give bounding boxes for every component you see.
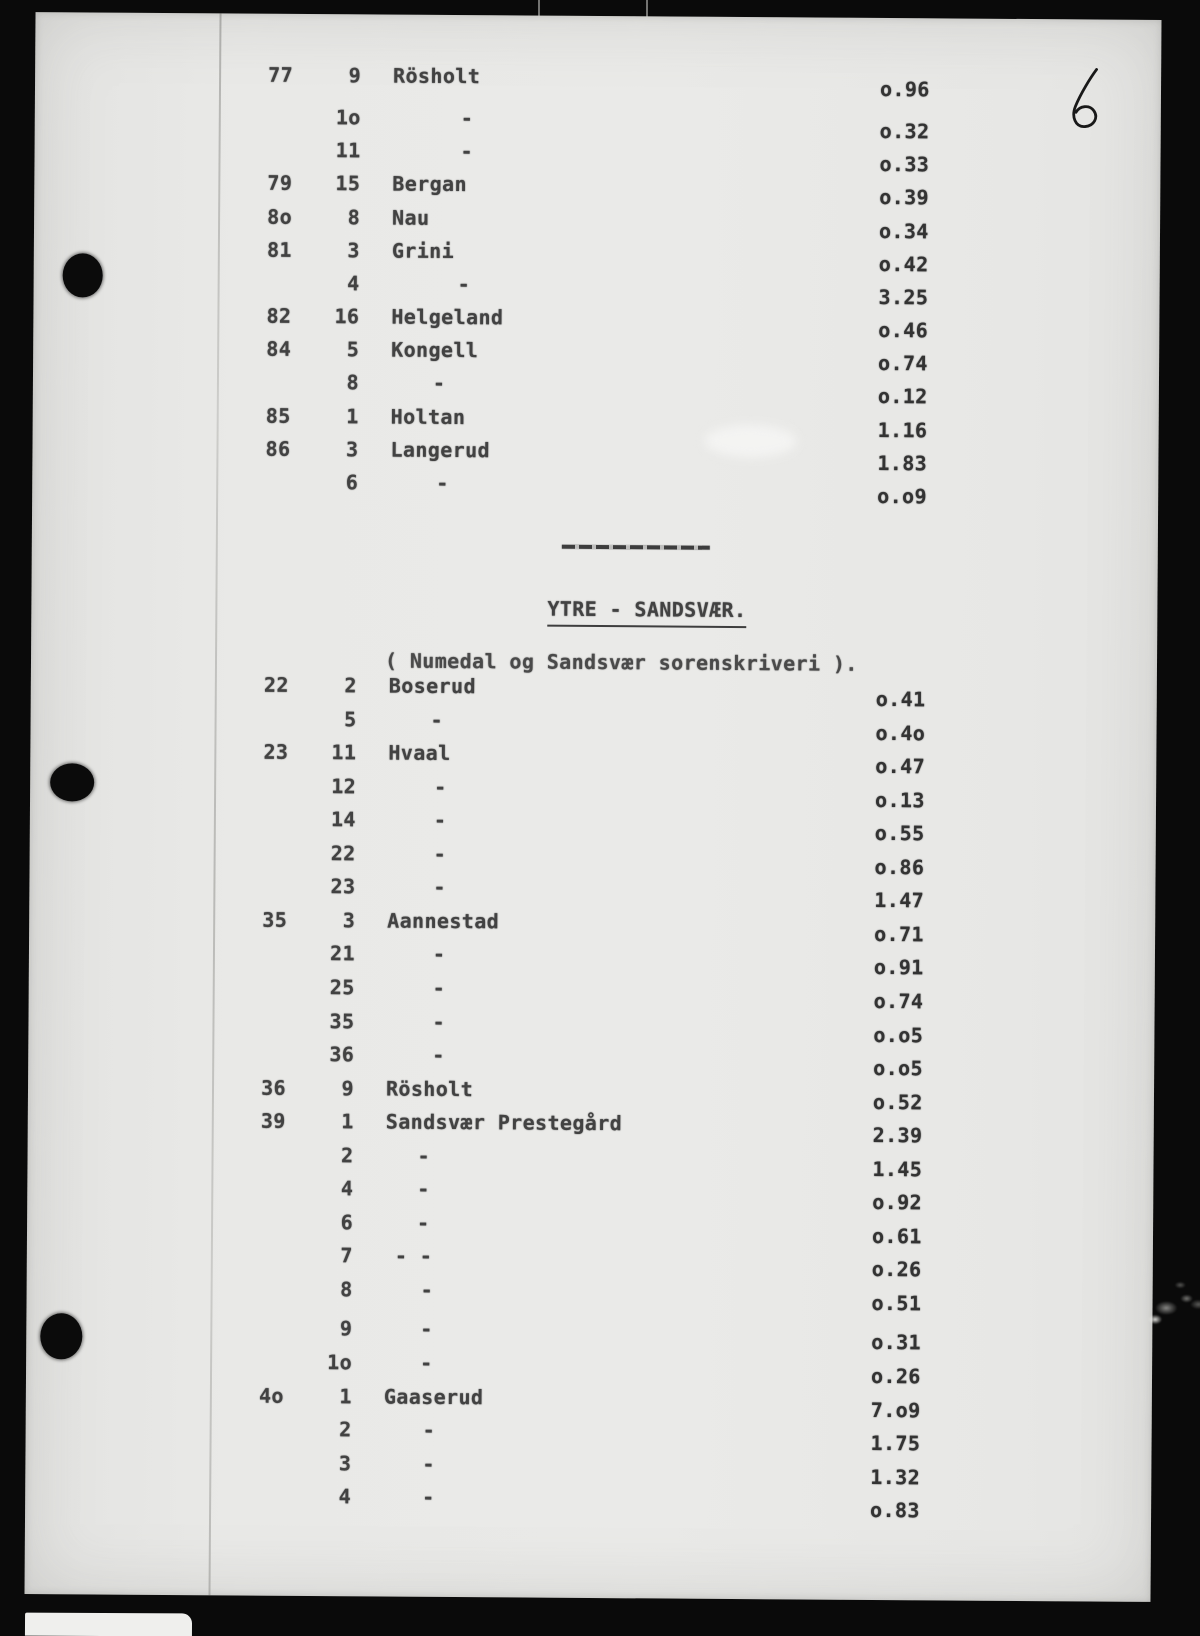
bruk-number: 21 xyxy=(329,941,356,966)
farm-name: Holtan xyxy=(390,404,466,429)
bruk-number: 3 xyxy=(338,1450,352,1475)
skyld-value: o.26 xyxy=(870,1363,921,1389)
bruk-number: 1o xyxy=(327,1350,353,1375)
skyld-value: o.46 xyxy=(878,317,929,343)
farm-number: 22 xyxy=(263,672,289,697)
skyld-value: o.41 xyxy=(875,686,926,712)
ditto-dash: - xyxy=(432,371,446,396)
farm-name: Langerud xyxy=(390,437,491,462)
bruk-number: 16 xyxy=(334,304,360,329)
ditto-dash: - xyxy=(457,271,471,296)
farm-name: Gaaserud xyxy=(383,1384,484,1409)
bruk-number: 1 xyxy=(346,403,359,428)
skyld-value: o.71 xyxy=(874,921,924,947)
skyld-value: o.51 xyxy=(871,1290,922,1316)
farm-name: Bergan xyxy=(392,171,468,197)
bruk-number: 3 xyxy=(345,436,359,462)
farm-name: Rösholt xyxy=(393,63,481,89)
ditto-dash: - xyxy=(460,106,474,131)
farm-name: Aannestad xyxy=(387,908,500,934)
farm-name: Rösholt xyxy=(385,1076,474,1101)
skyld-value: 1.83 xyxy=(877,450,928,476)
bruk-number: 1 xyxy=(341,1109,354,1134)
skyld-value: o.26 xyxy=(871,1257,922,1282)
skyld-value: 1.32 xyxy=(870,1464,921,1489)
ditto-dash: - xyxy=(420,1350,433,1375)
bruk-number: 3 xyxy=(347,237,360,263)
ditto-dash: - xyxy=(434,774,447,799)
ditto-dash: - xyxy=(460,139,474,164)
farm-number: 86 xyxy=(265,436,291,461)
skyld-value: o.52 xyxy=(872,1089,923,1114)
section-divider xyxy=(562,545,710,550)
document-page xyxy=(24,12,1161,1602)
skyld-value: o.83 xyxy=(870,1498,920,1523)
skyld-value: o.12 xyxy=(877,384,928,409)
skyld-value: o.74 xyxy=(873,988,924,1014)
ditto-dash: - - xyxy=(394,1243,433,1269)
ditto-dash: - xyxy=(417,1210,430,1235)
farm-name: Boserud xyxy=(388,673,477,699)
bruk-number: 8 xyxy=(340,1277,353,1302)
ditto-dash: - xyxy=(417,1177,430,1202)
bruk-number: 8 xyxy=(346,370,360,395)
ditto-dash: - xyxy=(433,841,447,866)
skyld-value: o.86 xyxy=(874,854,925,880)
skyld-value: o.31 xyxy=(871,1330,922,1355)
skyld-value: o.39 xyxy=(879,185,930,210)
ditto-dash: - xyxy=(433,875,446,900)
bruk-number: 11 xyxy=(331,740,357,765)
section-subheading: ( Numedal og Sandsvær sorenskriveri ). xyxy=(384,648,858,676)
bruk-number: 1o xyxy=(335,105,361,130)
skyld-value: 3.25 xyxy=(878,284,929,310)
bruk-number: 3 xyxy=(342,908,356,933)
next-page-corner xyxy=(25,1613,192,1636)
farm-name: Grini xyxy=(391,238,455,263)
skyld-value: o.34 xyxy=(878,218,929,243)
farm-number: 36 xyxy=(261,1075,287,1100)
farm-number: 82 xyxy=(266,303,292,328)
skyld-value: o.42 xyxy=(878,251,929,277)
bruk-number: 9 xyxy=(339,1316,353,1341)
bruk-number: 4 xyxy=(338,1484,352,1509)
farm-number: 8o xyxy=(267,204,293,229)
bruk-number: 4 xyxy=(340,1176,354,1201)
farm-number: 4o xyxy=(258,1383,284,1408)
skyld-value: o.92 xyxy=(872,1190,923,1215)
skyld-value: o.47 xyxy=(875,754,926,779)
skyld-value: 1.16 xyxy=(877,417,928,442)
skyld-value: o.33 xyxy=(879,152,930,177)
bruk-number: 2 xyxy=(341,1142,354,1168)
ditto-dash: - xyxy=(432,1042,445,1068)
skyld-value: o.13 xyxy=(874,787,925,812)
bruk-number: 9 xyxy=(348,63,362,88)
bruk-number: 22 xyxy=(330,840,356,866)
ditto-dash: - xyxy=(430,707,444,732)
farm-number: 81 xyxy=(266,237,292,262)
bruk-number: 15 xyxy=(335,171,361,196)
skyld-value: 7.o9 xyxy=(870,1397,921,1422)
ditto-dash: - xyxy=(433,808,447,833)
skyld-value: o.55 xyxy=(874,821,925,846)
skyld-value: o.61 xyxy=(871,1223,922,1249)
skyld-value: 1.45 xyxy=(872,1156,923,1181)
skyld-value: 2.39 xyxy=(872,1123,923,1148)
ditto-dash: - xyxy=(432,1009,446,1034)
ditto-dash: - xyxy=(417,1143,431,1168)
farm-number: 39 xyxy=(260,1108,286,1134)
bruk-number: 1 xyxy=(339,1383,352,1408)
bruk-number: 9 xyxy=(341,1075,355,1100)
bruk-number: 4 xyxy=(347,271,360,296)
bruk-number: 2 xyxy=(344,673,357,698)
farm-name: Helgeland xyxy=(391,304,504,330)
farm-name: Sandsvær Prestegård xyxy=(385,1109,623,1136)
bruk-number: 8 xyxy=(347,204,361,229)
farm-name: Nau xyxy=(392,205,430,230)
bruk-number: 36 xyxy=(329,1042,355,1067)
bruk-number: 14 xyxy=(330,807,356,832)
table-row xyxy=(25,1481,1151,1521)
skyld-value: o.32 xyxy=(879,118,930,144)
skyld-value: o.96 xyxy=(879,76,930,102)
ditto-dash: - xyxy=(432,975,446,1000)
farm-number: 23 xyxy=(263,739,289,764)
table-row xyxy=(32,467,1158,507)
skyld-value: o.o5 xyxy=(873,1022,924,1047)
skyld-value: 1.47 xyxy=(874,888,925,913)
ditto-dash: - xyxy=(422,1485,435,1510)
farm-number: 85 xyxy=(265,403,291,428)
bruk-number: 11 xyxy=(335,138,361,163)
ditto-dash: - xyxy=(420,1317,433,1342)
table-row xyxy=(27,1274,1153,1314)
skyld-value: o.74 xyxy=(878,351,928,376)
bruk-number: 12 xyxy=(331,773,357,798)
table-row xyxy=(35,60,1161,100)
bruk-number: 2 xyxy=(339,1417,352,1442)
section-heading: YTRE - SANDSVÆR. xyxy=(547,596,746,628)
farm-number: 79 xyxy=(267,171,293,196)
bruk-number: 5 xyxy=(344,706,357,731)
skyld-value: o.4o xyxy=(875,720,926,745)
ditto-dash: - xyxy=(432,942,446,967)
bruk-number: 6 xyxy=(345,470,359,495)
bruk-number: 25 xyxy=(329,975,355,1000)
farm-number: 35 xyxy=(262,907,288,932)
farm-name: Hvaal xyxy=(388,740,451,766)
skyld-value: o.o5 xyxy=(873,1056,924,1081)
farm-name: Kongell xyxy=(391,337,479,363)
bruk-number: 6 xyxy=(340,1210,354,1235)
bruk-number: 35 xyxy=(329,1008,355,1033)
farm-number: 84 xyxy=(266,336,292,362)
bruk-number: 7 xyxy=(340,1243,353,1268)
skyld-value: o.o9 xyxy=(877,483,928,509)
ditto-dash: - xyxy=(420,1277,434,1302)
bruk-number: 23 xyxy=(330,874,356,899)
skyld-value: 1.75 xyxy=(870,1431,921,1456)
ditto-dash: - xyxy=(422,1451,435,1476)
skyld-value: o.91 xyxy=(873,955,924,980)
ditto-dash: - xyxy=(436,470,449,495)
ditto-dash: - xyxy=(422,1417,436,1443)
bruk-number: 5 xyxy=(346,337,360,362)
farm-number: 77 xyxy=(268,62,294,87)
